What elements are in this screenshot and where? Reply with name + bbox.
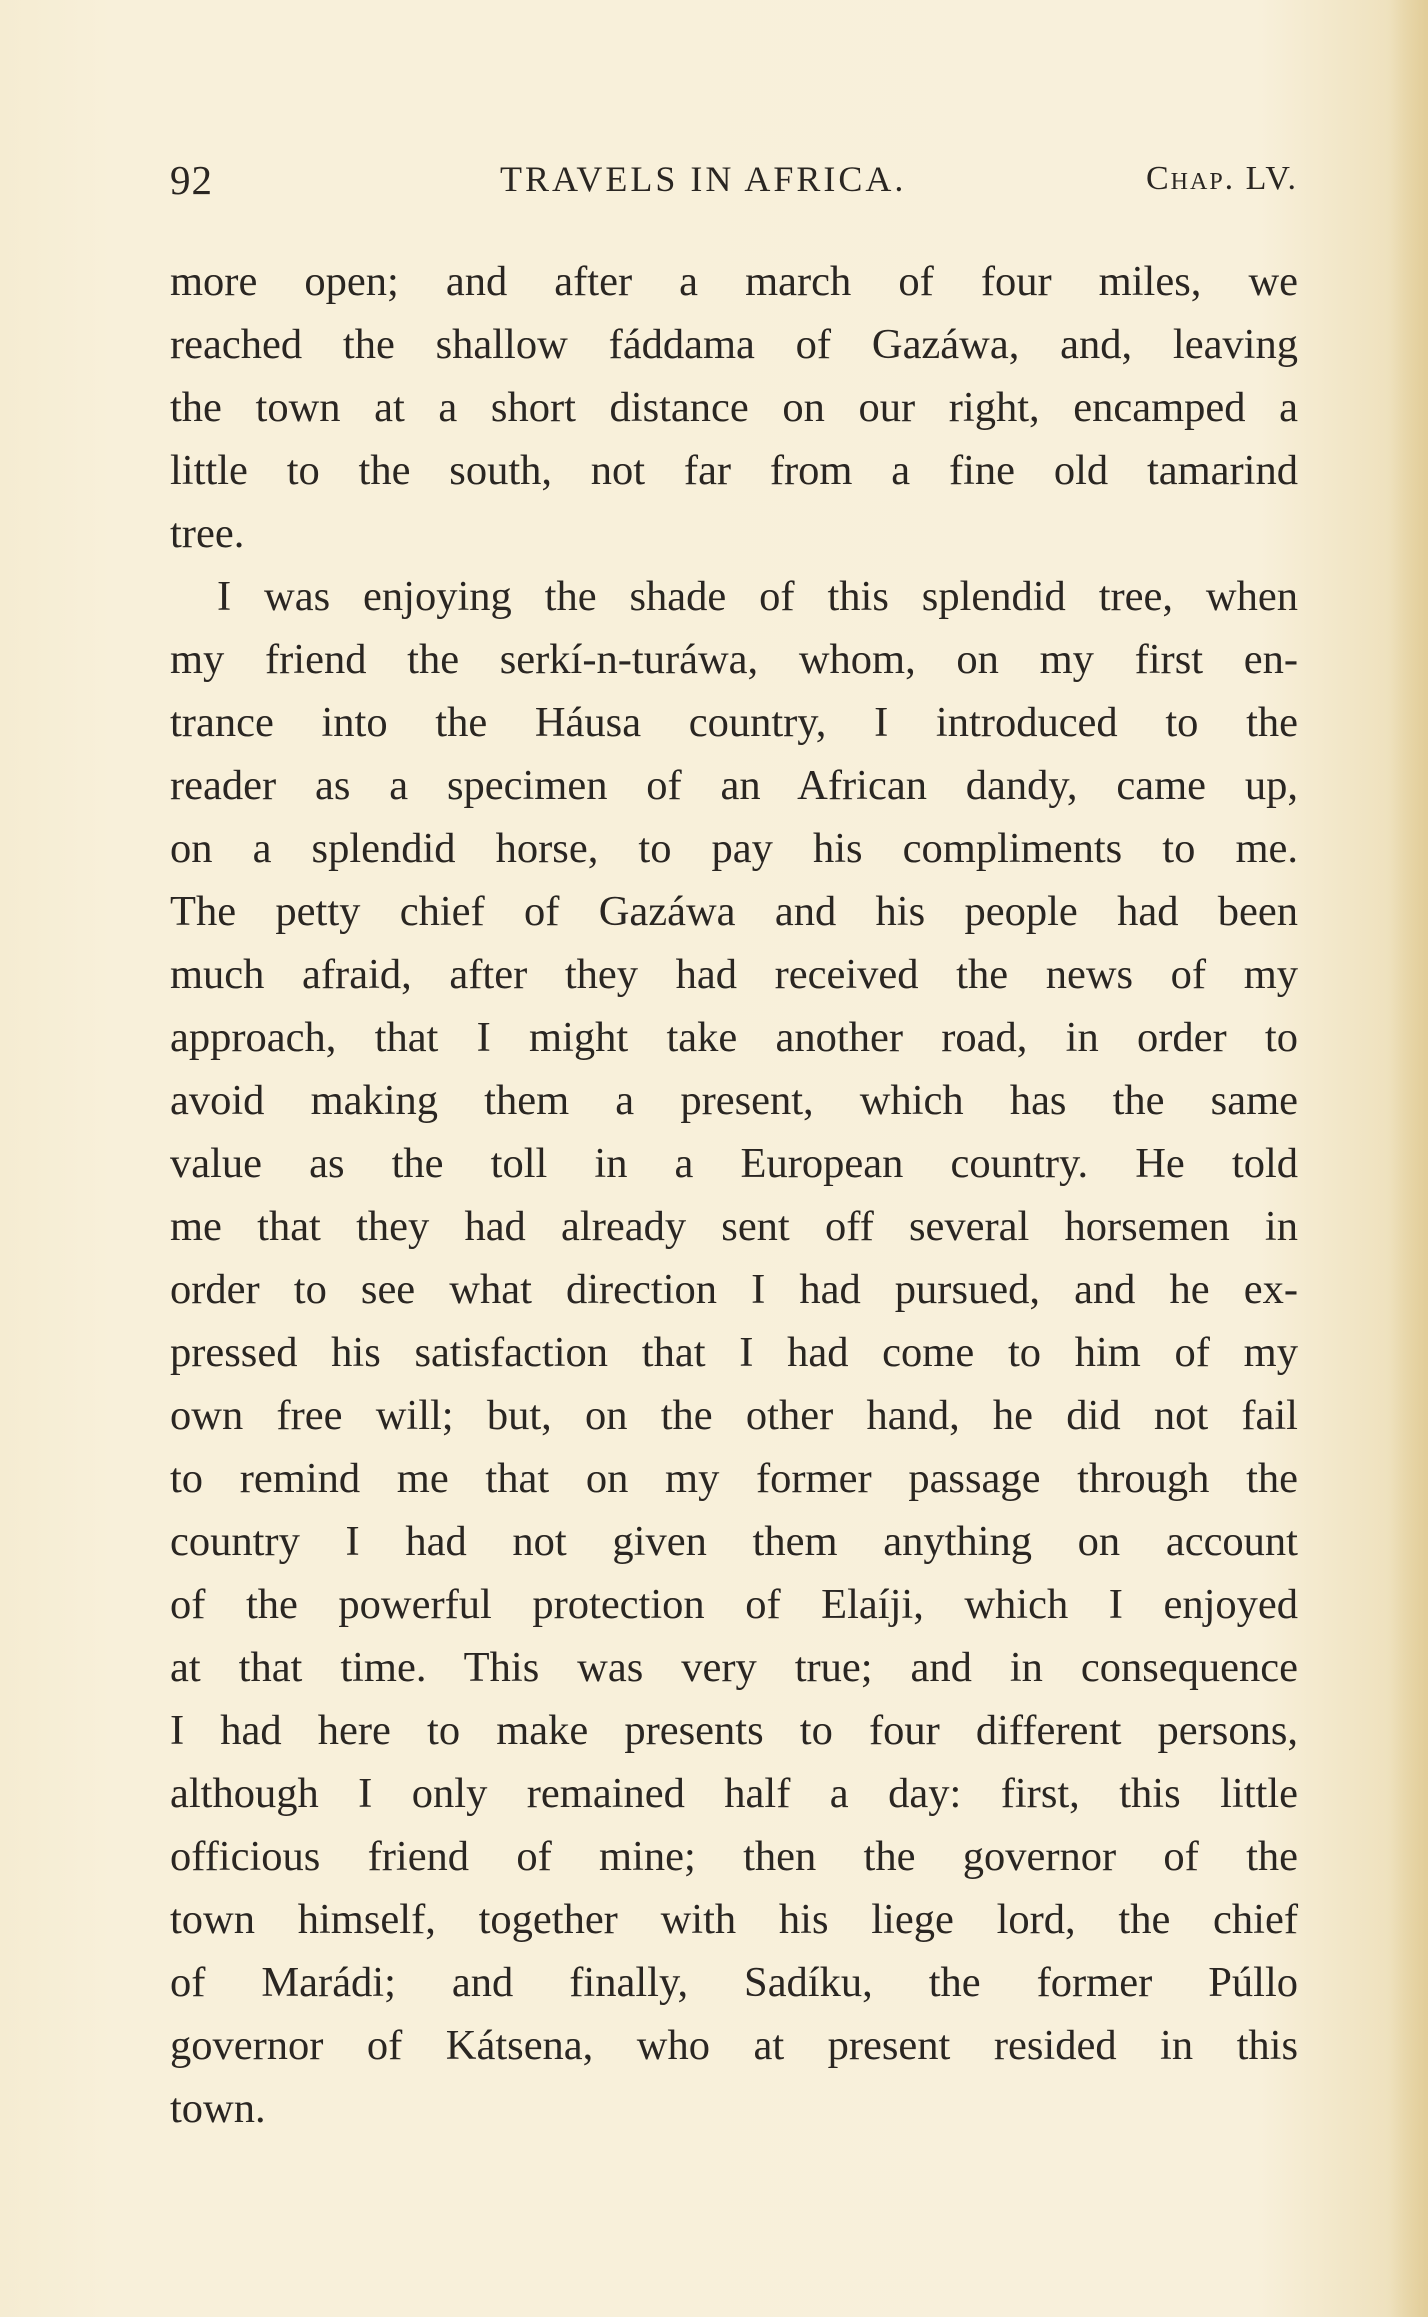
text-line: of the powerful protection of Elaíji, which I enjoyed bbox=[170, 1581, 1298, 1628]
text-line: me that they had already sent off several horsemen in bbox=[170, 1203, 1298, 1250]
text-line: approach, that I might take another road, in order to bbox=[170, 1014, 1298, 1061]
text-line: reader as a specimen of an African dandy, came up, bbox=[170, 762, 1298, 809]
text-line: officious friend of mine; then the governor of the bbox=[170, 1833, 1298, 1880]
text-line: country I had not given them anything on account bbox=[170, 1518, 1298, 1565]
text-line: town. bbox=[170, 2085, 266, 2132]
text-line: I had here to make presents to four different persons, bbox=[170, 1707, 1298, 1754]
text-line: although I only remained half a day: first, this little bbox=[170, 1770, 1298, 1817]
text-line: tree. bbox=[170, 510, 245, 557]
text-line: governor of Kátsena, who at present resided in this bbox=[170, 2022, 1298, 2069]
text-line: on a splendid horse, to pay his compliments to me. bbox=[170, 825, 1298, 872]
text-line: reached the shallow fáddama of Gazáwa, and, leaving bbox=[170, 321, 1298, 368]
text-line: I was enjoying the shade of this splendid tree, when bbox=[217, 573, 1298, 620]
text-line: at that time. This was very true; and in consequence bbox=[170, 1644, 1298, 1691]
text-line: of Marádi; and finally, Sadíku, the former Púllo bbox=[170, 1959, 1298, 2006]
text-line: to remind me that on my former passage through the bbox=[170, 1455, 1298, 1502]
text-line: more open; and after a march of four miles, we bbox=[170, 258, 1298, 305]
text-line: pressed his satisfaction that I had come to him of my bbox=[170, 1329, 1298, 1376]
body-text bbox=[170, 250, 1298, 2140]
text-line: little to the south, not far from a fine old tamarind bbox=[170, 447, 1298, 494]
page-gutter-shadow bbox=[1390, 0, 1428, 2317]
text-line: order to see what direction I had pursued, and he ex- bbox=[170, 1266, 1298, 1313]
text-line: value as the toll in a European country. He told bbox=[170, 1140, 1298, 1187]
text-line: own free will; but, on the other hand, he did not fail bbox=[170, 1392, 1298, 1439]
text-line: avoid making them a present, which has the same bbox=[170, 1077, 1298, 1124]
text-line: my friend the serkí-n-turáwa, whom, on my first en- bbox=[170, 636, 1298, 683]
page-number: 92 bbox=[170, 157, 213, 203]
running-header bbox=[170, 156, 1298, 216]
text-line: trance into the Háusa country, I introduced to the bbox=[170, 699, 1298, 746]
text-line: The petty chief of Gazáwa and his people had been bbox=[170, 888, 1298, 935]
text-line: the town at a short distance on our right, encamped a bbox=[170, 384, 1298, 431]
text-line: town himself, together with his liege lord, the chief bbox=[170, 1896, 1298, 1943]
chapter-label: Chap. LV. bbox=[1145, 160, 1298, 197]
text-line: much afraid, after they had received the news of my bbox=[170, 951, 1298, 998]
running-title: TRAVELS IN AFRICA. bbox=[500, 159, 907, 199]
